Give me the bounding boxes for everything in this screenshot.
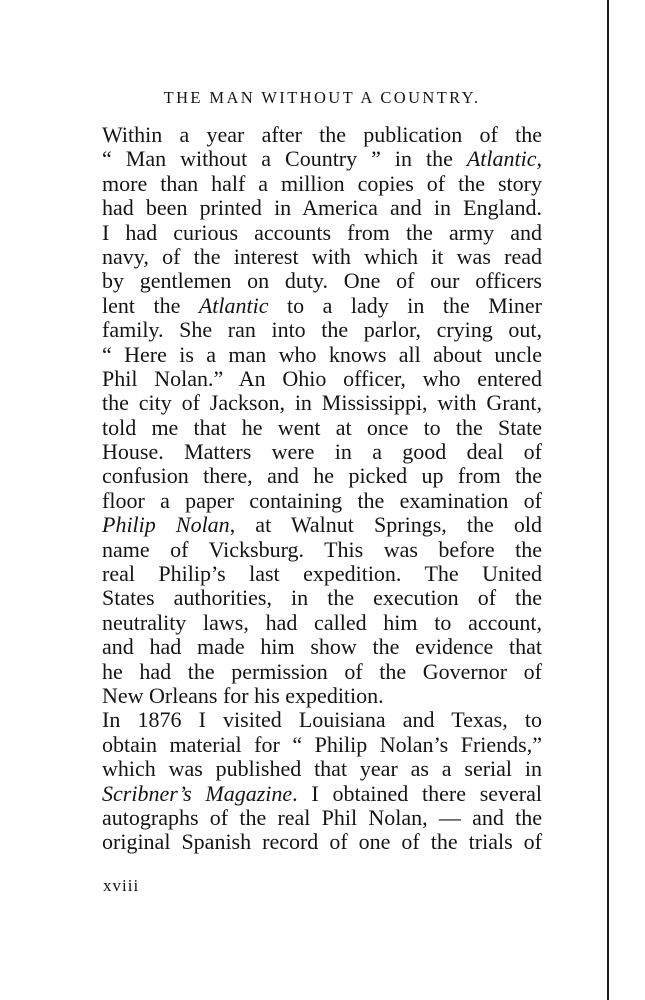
text-line: original Spanish record of one of the trials of [102, 829, 542, 855]
text-line: I had curious accounts from the army and [102, 219, 542, 245]
scan-edge-shadow [607, 0, 609, 1000]
italic-title: Scribner’s Magazine [102, 780, 293, 806]
page-number: xviii [103, 876, 140, 895]
text-line: House. Matters were in a good deal of [102, 439, 542, 465]
text-line: In 1876 I visited Louisiana and Texas, to [102, 707, 542, 733]
text-line: navy, of the interest with which it was read [102, 243, 542, 269]
text-line: more than half a million copies of the story [102, 170, 542, 196]
text-line: family. She ran into the parlor, crying out, [102, 317, 542, 343]
text-line: “ Here is a man who knows all about uncle [102, 341, 542, 367]
text-line: floor a paper containing the examination of [102, 487, 542, 513]
text-line: Scribner’s Magazine. I obtained there several [102, 780, 542, 806]
text-line: had been printed in America and in England. [102, 195, 542, 221]
text-line: by gentlemen on duty. One of our officers [102, 268, 542, 294]
text-line: lent the Atlantic to a lady in the Miner [102, 292, 542, 318]
text-line: told me that he went at once to the State [102, 414, 542, 440]
text-line: States authorities, in the execution of the [102, 585, 542, 611]
text-line: confusion there, and he picked up from the [102, 463, 542, 489]
text-line: which was published that year as a serial in [102, 756, 542, 782]
text-line: he had the permission of the Governor of [102, 658, 542, 684]
text-line: “ Man without a Country ” in the Atlantic, [102, 146, 542, 172]
text-line: the city of Jackson, in Mississippi, with Grant, [102, 390, 542, 416]
running-head: THE MAN WITHOUT A COUNTRY. [163, 88, 481, 107]
text-line: name of Vicksburg. This was before the [102, 536, 542, 562]
text-line: Phil Nolan.” An Ohio officer, who entered [102, 365, 542, 391]
body-text [102, 123, 542, 855]
text-line: real Philip’s last expedition. The United [102, 561, 542, 587]
italic-name: Philip Nolan [102, 512, 230, 538]
text-line: New Orleans for his expedition. [102, 682, 384, 708]
italic-title: Atlantic [198, 292, 269, 318]
text-line: neutrality laws, had called him to account, [102, 609, 542, 635]
text-line: and had made him show the evidence that [102, 634, 542, 660]
text-line: obtain material for “ Philip Nolan’s Friends,” [102, 731, 542, 757]
text-line: autographs of the real Phil Nolan, — and the [102, 804, 542, 830]
text-line: Within a year after the publication of the [102, 122, 542, 147]
italic-title: Atlantic [466, 146, 537, 172]
text-line: Philip Nolan, at Walnut Springs, the old [102, 512, 542, 538]
